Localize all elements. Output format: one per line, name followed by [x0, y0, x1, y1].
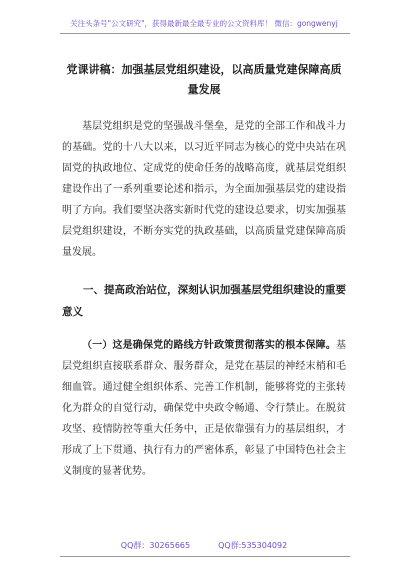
footer-qq-group-1: QQ群：30265665 [120, 541, 191, 550]
footer-divider [60, 556, 350, 557]
subsection-paragraph [62, 335, 346, 482]
header-note: 关注头条号"公文研究"，获得最新最全最专业的公文资料库！ 微信：gongwenyj [70, 19, 338, 28]
header-divider [60, 33, 350, 34]
document-title: 党课讲稿：加强基层党组织建设，以高质量党建保障高质量发展 [66, 63, 342, 96]
footer-contacts [0, 540, 408, 551]
subsection-body: 基层党组织直接联系群众、服务群众，是党在基层的神经末梢和毛细血管。通过健全组织体系、完善工作机制，能够将党的主张转化为群众的自觉行动，确保党中央政令畅通、令行禁止。在脱贫攻坚、疫情防控等重大任务中，正是依靠强有力的基层组织，才形成了上下贯通、执行有力的严密体系，彰显了中国特色社会主义制度的显著优势。 [62, 340, 346, 477]
document-body [62, 60, 346, 482]
intro-paragraph: 基层党组织是党的坚强战斗堡垒，是党的全部工作和战斗力的基础。党的十八大以来，以习近平同志为核心的党中央站在巩固党的执政地位、定成党的使命任务的战略高度，就基层党组织建设作出了一系列重要论述和指示，为全面加强基层党的建设指明了方向。我们要坚决落实新时代党的建设总要求，切实加强基层党组织建设，不断夯实党的执政基础，以高质量党建保障高质量发展。 [62, 121, 346, 258]
section-heading: 一、提高政治站位，深刻认识加强基层党组织建设的重要意义 [62, 284, 346, 318]
subsection-heading: （一）这是确保党的路线方针政策贯彻落实的根本保障。 [82, 340, 336, 351]
footer-qq-group-2: QQ群:535304092 [218, 541, 288, 550]
